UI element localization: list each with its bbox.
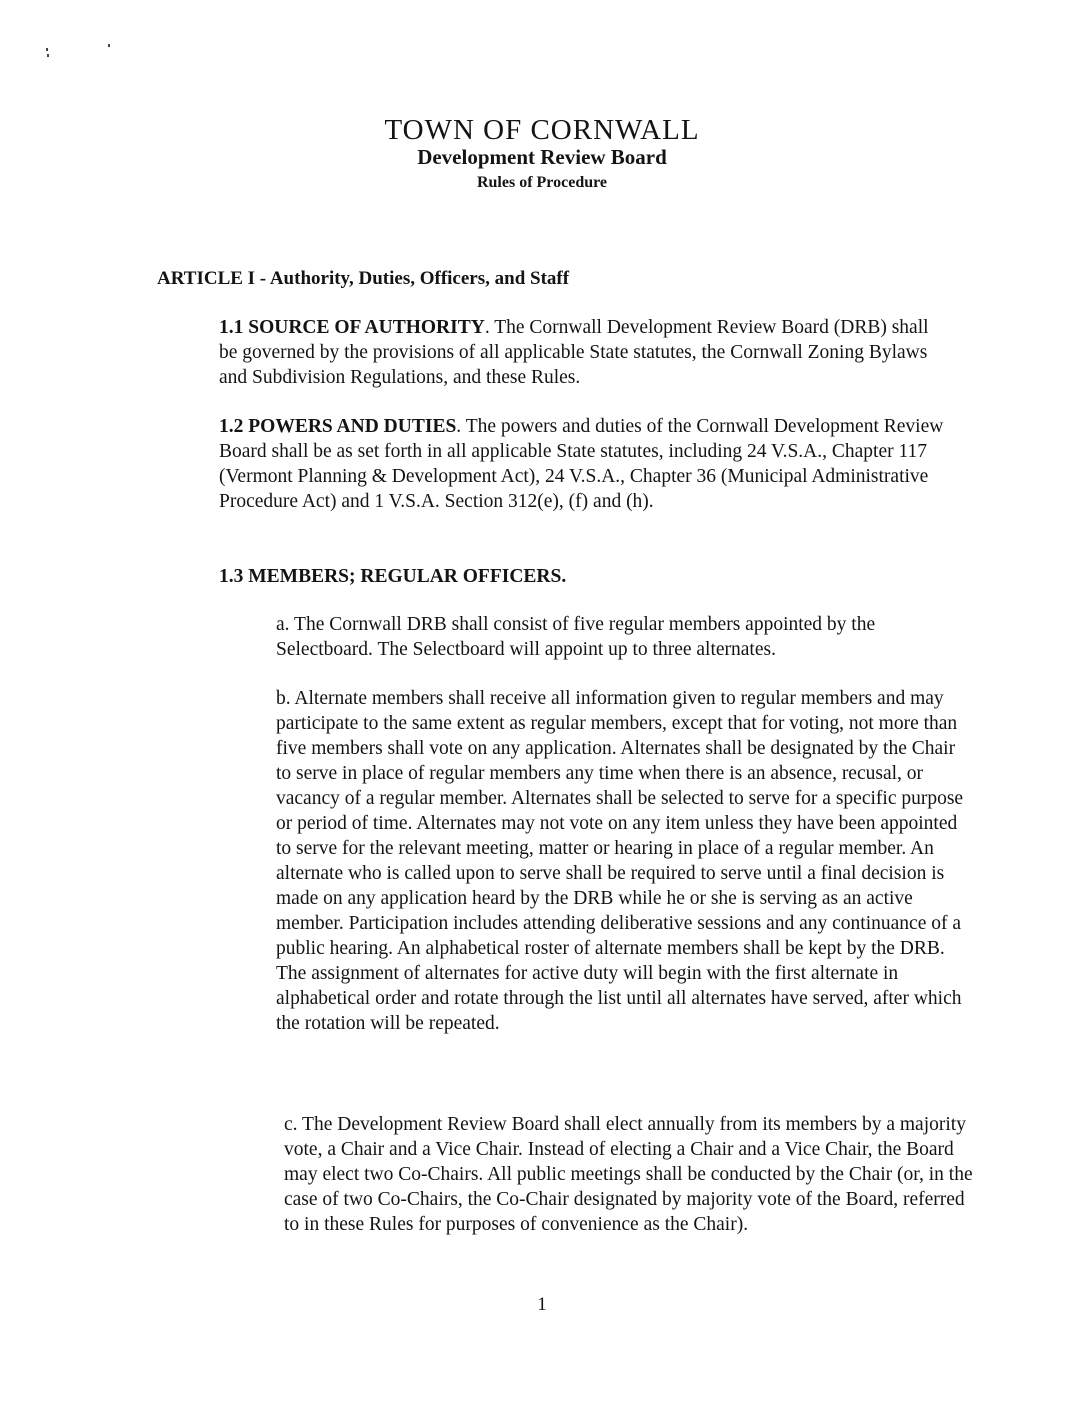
section-1-2-heading: 1.2 POWERS AND DUTIES xyxy=(219,416,457,437)
section-1-2-body: . The powers and duties of the Cornwall Development Review Board shall be as set forth in all applicable State statutes, including 24 V.S.A., Chapter 117 (Vermont Planning & Development Act), 24 V.S.A., Chapter 36 (Municipal Administrative Procedure Act) and 1 V.S.A. Section 312(e), (f) and (h). xyxy=(219,416,944,512)
section-1-3-a: a. The Cornwall DRB shall consist of five regular members appointed by the Selectboard. The Selectboard will appoint up to three alternates. xyxy=(276,614,876,660)
scan-speck xyxy=(108,44,110,47)
section-1-2 xyxy=(219,414,979,514)
page-number: 1 xyxy=(537,1294,547,1315)
section-1-3-c: c. The Development Review Board shall elect annually from its members by a majority vote, a Chair and a Vice Chair. Instead of electing a Chair and a Vice Chair, the Board may elect two Co-Chairs. All public meetings shall be conducted by the Chair (or, in the case of two Co-Chairs, the Co-Chair designated by majority vote of the Board, referred to in these Rules for purposes of convenience as the Chair). xyxy=(284,1114,973,1235)
scan-speck xyxy=(47,54,49,57)
section-1-3-heading: 1.3 MEMBERS; REGULAR OFFICERS. xyxy=(219,566,567,587)
section-1-1-heading: 1.1 SOURCE OF AUTHORITY xyxy=(219,317,485,338)
section-1-1-body: . The Cornwall Development Review Board (DRB) shall be governed by the provisions of all applicable State statutes, the Cornwall Zoning Bylaws and Subdivision Regulations, and these Rules. xyxy=(219,317,929,388)
scan-speck xyxy=(46,48,48,51)
article-heading: ARTICLE I - Authority, Duties, Officers, and Staff xyxy=(157,268,570,289)
section-1-3-b: b. Alternate members shall receive all information given to regular members and may participate to the same extent as regular members, except that for voting, not more than five members shall vote on any application. Alternates shall be designated by the Chair to serve in place of regular members any time when there is an absence, recusal, or vacancy of a regular member. Alternates shall be selected to serve for a specific purpose or period of time. Alternates may not vote on any item unless they have been appointed to serve for the relevant meeting, matter or hearing in place of a regular member. An alternate who is called upon to serve shall be required to serve until a final decision is made on any application heard by the DRB while he or she is serving as an active member. Participation includes attending deliberative sessions and any continuance of a public hearing. An alphabetical roster of alternate members shall be kept by the DRB. The assignment of alternates for active duty will begin with the first alternate in alphabetical order and rotate through the list until all alternates have served, after which the rotation will be repeated. xyxy=(276,688,964,1034)
document-subtitle: Development Review Board xyxy=(417,145,667,169)
document-subtitle-2: Rules of Procedure xyxy=(476,174,608,191)
document-title: TOWN OF CORNWALL xyxy=(384,114,700,146)
section-1-1 xyxy=(219,315,939,390)
scan-specks xyxy=(40,40,120,60)
